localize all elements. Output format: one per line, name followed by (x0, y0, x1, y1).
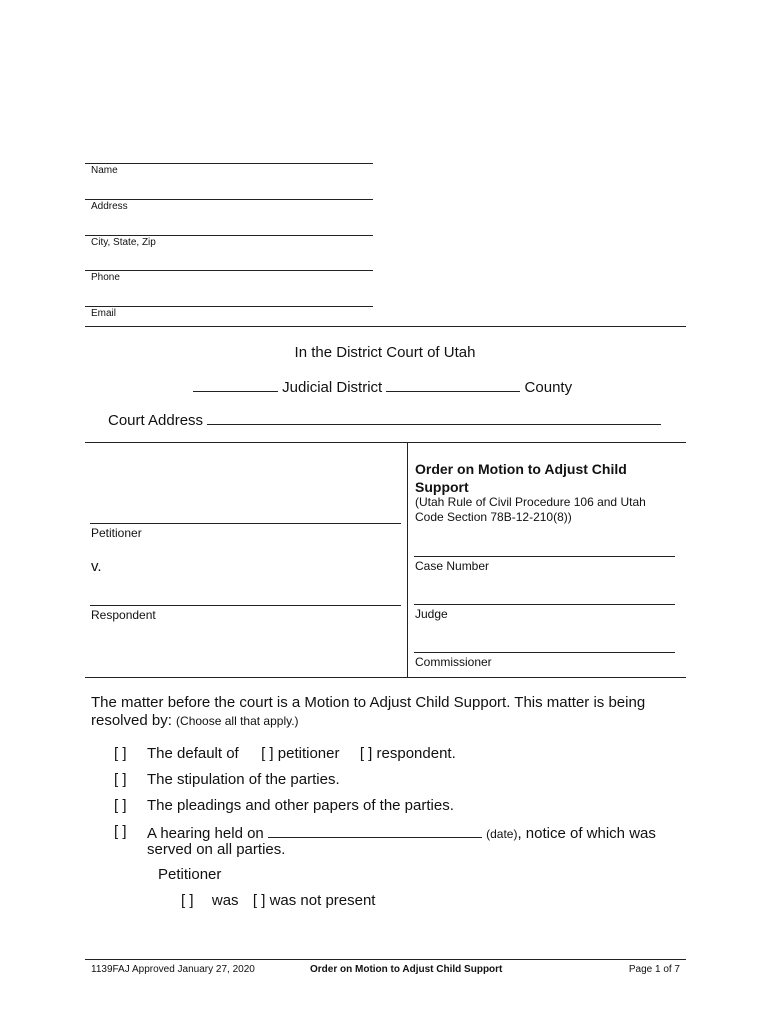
petitioner-label: Petitioner (91, 526, 142, 540)
item1-text: The default of (147, 745, 239, 762)
footer-form-title: Order on Motion to Adjust Child Support (310, 964, 503, 975)
footer-form-id: 1139FAJ Approved January 27, 2020 (91, 964, 255, 975)
item2-text: The stipulation of the parties. (147, 771, 340, 788)
judge-label: Judge (415, 607, 448, 621)
email-line[interactable] (85, 306, 373, 307)
item3-text: The pleadings and other papers of the parties. (147, 797, 454, 814)
item3-checkbox[interactable]: [ ] (114, 797, 127, 814)
county-label: County (524, 379, 573, 396)
order-title-line1: Order on Motion to Adjust Child (415, 461, 627, 477)
commissioner-line[interactable] (414, 652, 675, 653)
name-line[interactable] (85, 163, 373, 164)
rule-citation-line2: Code Section 78B-12-210(8)) (415, 510, 572, 524)
case-number-label: Case Number (415, 559, 490, 573)
item4-text-c: served on all parties. (147, 841, 286, 858)
item2-checkbox[interactable]: [ ] (114, 771, 127, 788)
footer-divider (85, 959, 686, 960)
judicial-district-label: Judicial District (282, 379, 383, 396)
caption-top-border (85, 442, 686, 443)
respondent-line[interactable] (90, 605, 401, 606)
phone-line[interactable] (85, 270, 373, 271)
rule-citation (415, 495, 646, 525)
was-label: was (211, 892, 239, 909)
county-blank[interactable] (386, 377, 520, 392)
judicial-district-blank[interactable] (193, 377, 278, 392)
email-label: Email (91, 308, 117, 319)
address-line[interactable] (85, 199, 373, 200)
order-title (415, 460, 627, 496)
case-number-line[interactable] (414, 556, 675, 557)
petitioner-line[interactable] (90, 523, 401, 524)
city-state-zip-label: City, State, Zip (91, 237, 156, 248)
commissioner-label: Commissioner (415, 655, 492, 669)
petitioner-presence-row (181, 892, 375, 909)
was-checkbox[interactable]: [ ] (181, 892, 194, 909)
caption-center-divider (407, 442, 408, 677)
phone-label: Phone (91, 272, 120, 283)
item4-row (147, 823, 656, 842)
item1-checkbox[interactable]: [ ] (114, 745, 127, 762)
item1-row (147, 745, 456, 762)
footer-page-number: Page 1 of 7 (628, 964, 680, 975)
item1-petitioner: petitioner (277, 745, 340, 762)
name-label: Name (91, 165, 118, 176)
judge-line[interactable] (414, 604, 675, 605)
intro-resolved-by: resolved by: (91, 712, 172, 729)
item4-date-label: (date) (486, 827, 518, 841)
caption-bottom-border (85, 677, 686, 678)
intro-line1: The matter before the court is a Motion to Adjust Child Support. This matter is being (91, 694, 646, 711)
item1-petitioner-checkbox[interactable]: [ ] (261, 745, 274, 762)
court-address-blank[interactable] (207, 410, 661, 425)
intro-line2 (91, 712, 299, 729)
item4-text-b: , notice of which was (517, 825, 656, 842)
item1-respondent-checkbox[interactable]: [ ] (359, 745, 373, 762)
rule-citation-line1: (Utah Rule of Civil Procedure 106 and Utah (415, 495, 646, 509)
header-divider (85, 326, 686, 327)
intro-note: (Choose all that apply.) (176, 714, 299, 728)
order-title-line2: Support (415, 479, 469, 495)
respondent-label: Respondent (91, 608, 156, 622)
petitioner-heading: Petitioner (158, 866, 222, 883)
versus-label: v. (91, 558, 102, 575)
address-label: Address (91, 201, 128, 212)
hearing-date-blank[interactable] (268, 823, 482, 838)
city-state-zip-line[interactable] (85, 235, 373, 236)
court-title: In the District Court of Utah (294, 344, 476, 361)
item1-respondent: respondent. (376, 745, 456, 762)
district-county-row (193, 377, 572, 396)
was-not-present-checkbox[interactable]: [ ] (252, 892, 266, 909)
item4-checkbox[interactable]: [ ] (114, 823, 127, 840)
was-not-present-label: was not present (269, 892, 376, 909)
court-address-label: Court Address (108, 412, 204, 429)
item4-text-a: A hearing held on (147, 825, 264, 842)
court-address-row (108, 410, 661, 429)
